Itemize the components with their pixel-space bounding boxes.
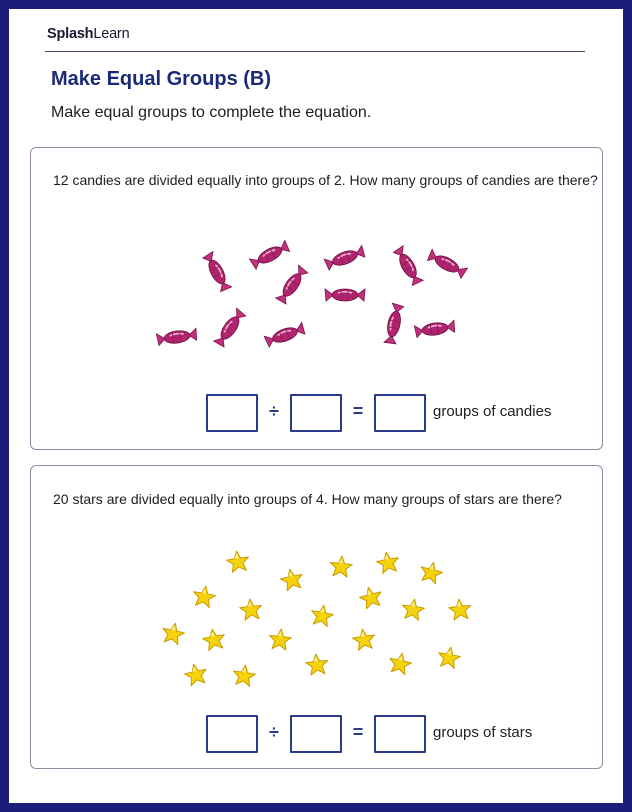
divisor-input[interactable] [290,394,342,432]
star-icon [448,598,472,621]
candy-icon [325,289,365,301]
candy-icon [214,308,247,348]
candy-icon [427,249,468,278]
star-icon [418,560,444,585]
equals-sign: = [352,722,364,742]
star-icon [310,603,335,627]
star-icon [352,628,377,651]
star-icon [387,651,413,676]
problem-card-stars [30,465,603,769]
dividend-input[interactable] [206,394,258,432]
quotient-input[interactable] [374,394,426,432]
star-icon [201,627,226,651]
star-icon [437,645,462,669]
question-text: 12 candies are divided equally into groups of 2. How many groups of candies are there? [53,172,598,188]
star-icon [268,628,292,651]
star-icon [375,550,400,574]
divide-sign: ÷ [269,722,279,742]
star-icon [401,598,426,621]
brand-logo [47,26,129,42]
brand-light: Learn [93,26,130,42]
candy-icon [393,246,423,287]
candy-icon [324,246,366,271]
candy-icon [250,240,291,269]
divisor-input[interactable] [290,715,342,753]
question-text: 20 stars are divided equally into groups of 4. How many groups of stars are there? [53,491,562,507]
candy-icon [414,320,455,337]
problem-card-candies [30,147,603,450]
answer-unit-label: groups of stars [433,724,533,741]
candy-icon [156,328,197,345]
header-divider [45,51,585,52]
worksheet-page [9,9,623,803]
star-icon [239,598,263,621]
candy-icon [202,252,231,293]
star-icon [232,664,257,687]
star-icon [183,662,209,687]
star-icon [192,584,217,608]
brand-bold: Splash [47,26,94,42]
candy-icon [384,303,404,345]
divide-sign: ÷ [269,401,279,421]
quotient-input[interactable] [374,715,426,753]
instructions: Make equal groups to complete the equation. [51,104,372,121]
star-icon [329,555,353,578]
star-icon [160,621,186,646]
equals-sign: = [352,401,364,421]
answer-unit-label: groups of candies [433,403,552,420]
dividend-input[interactable] [206,715,258,753]
star-icon [279,567,305,592]
candy-icon [276,265,309,305]
star-icon [358,585,384,610]
star-icon [305,653,329,676]
page-title: Make Equal Groups (B) [51,68,272,90]
candy-icon [264,323,306,348]
star-icon [226,550,251,573]
